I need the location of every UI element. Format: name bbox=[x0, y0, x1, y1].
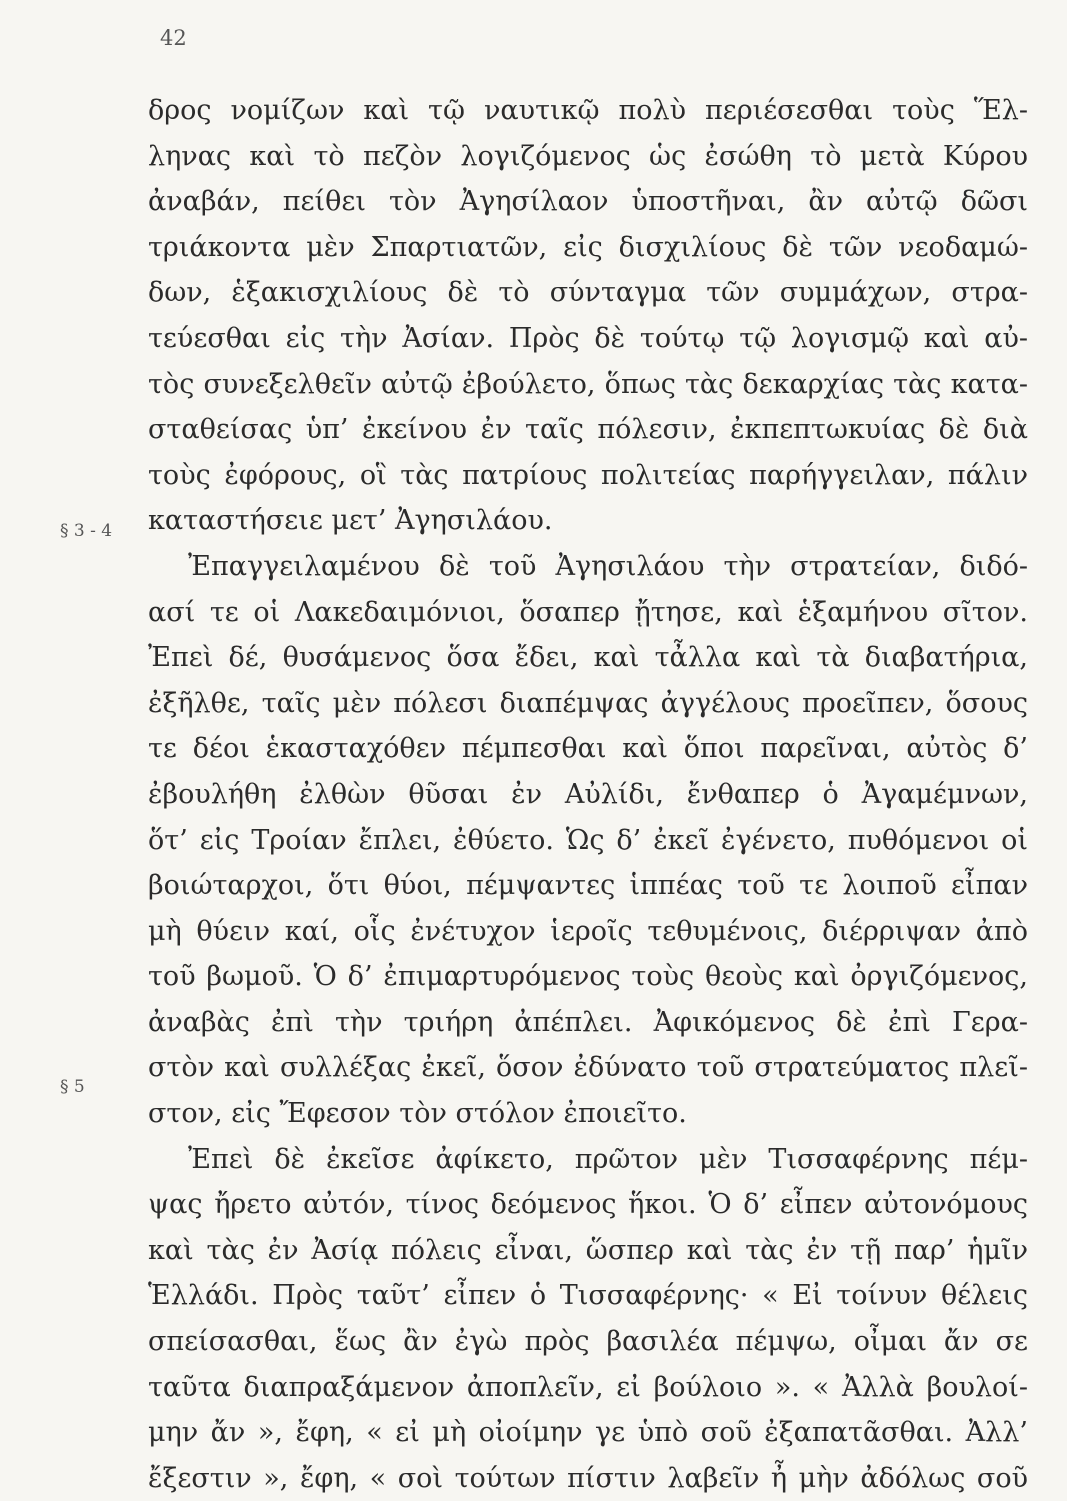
text-line: ληνας καὶ τὸ πεζὸν λογιζόμενος ὡς ἐσώθη τὸ μετὰ Κύρου bbox=[148, 140, 1028, 172]
text-line: τεύεσθαι εἰς τὴν Ἀσίαν. Πρὸς δὲ τούτῳ τῷ λογισμῷ καὶ αὐ- bbox=[148, 322, 1028, 354]
text-line: τὸς συνεξελθεῖν αὐτῷ ἐβούλετο, ὅπως τὰς δεκαρχίας τὰς κατα- bbox=[148, 368, 1028, 400]
text-line: ταῦτα διαπραξάμενον ἀποπλεῖν, εἰ βούλοιο ». « Ἀλλὰ βουλοί- bbox=[148, 1371, 1028, 1403]
text-line: βοιώταρχοι, ὅτι θύοι, πέμψαντες ἱππέας τοῦ τε λοιποῦ εἶπαν bbox=[148, 870, 1028, 902]
margin-note-section-5: § 5 bbox=[60, 1077, 85, 1097]
text-line: τοὺς ἐφόρους, οἳ τὰς πατρίους πολιτείας παρήγγειλαν, πάλιν bbox=[148, 459, 1028, 491]
text-line: Ἐπαγγειλαμένου δὲ τοῦ Ἀγησιλάου τὴν στρατείαν, διδό- bbox=[188, 550, 1028, 582]
body-text bbox=[148, 88, 1028, 1501]
text-line: ἀναβὰς ἐπὶ τὴν τριήρη ἀπέπλει. Ἀφικόμενος δὲ ἐπὶ Γερα- bbox=[148, 1006, 1028, 1038]
text-line: ἔξεστιν », ἔφη, « σοὶ τούτων πίστιν λαβεῖν ἦ μὴν ἀδόλως σοῦ bbox=[148, 1462, 1028, 1494]
text-line: τε δέοι ἑκασταχόθεν πέμπεσθαι καὶ ὅποι παρεῖναι, αὐτὸς δ’ bbox=[148, 733, 1028, 765]
text-line: σταθείσας ὑπ’ ἐκείνου ἐν ταῖς πόλεσιν, ἐκπεπτωκυίας δὲ διὰ bbox=[148, 414, 1028, 446]
text-line: καὶ τὰς ἐν Ἀσίᾳ πόλεις εἶναι, ὥσπερ καὶ τὰς ἐν τῇ παρ’ ἡμῖν bbox=[148, 1234, 1028, 1266]
page-number: 42 bbox=[160, 26, 187, 50]
text-line: ἐξῆλθε, ταῖς μὲν πόλεσι διαπέμψας ἀγγέλους προεῖπεν, ὅσους bbox=[148, 687, 1028, 719]
text-line: ψας ἤρετο αὐτόν, τίνος δεόμενος ἥκοι. Ὁ δ’ εἶπεν αὐτονόμους bbox=[148, 1189, 1028, 1221]
text-line: καταστήσειε μετ’ Ἀγησιλάου. bbox=[148, 505, 553, 537]
text-line: ασί τε οἱ Λακεδαιμόνιοι, ὅσαπερ ᾔτησε, καὶ ἑξαμήνου σῖτον. bbox=[148, 596, 1028, 628]
margin-note-section-3-4: § 3 - 4 bbox=[60, 521, 113, 541]
text-line: δρος νομίζων καὶ τῷ ναυτικῷ πολὺ περιέσεσθαι τοὺς Ἕλ- bbox=[148, 95, 1028, 126]
text-line: Ἐπεὶ δέ, θυσάμενος ὅσα ἔδει, καὶ τἆλλα καὶ τὰ διαβατήρια, bbox=[148, 642, 1028, 674]
text-line: τοῦ βωμοῦ. Ὁ δ’ ἐπιμαρτυρόμενος τοὺς θεοὺς καὶ ὀργιζόμενος, bbox=[148, 961, 1028, 993]
text-line: μὴ θύειν καί, οἷς ἐνέτυχον ἱεροῖς τεθυμένοις, διέρριψαν ἀπὸ bbox=[148, 915, 1028, 947]
text-line: σπείσασθαι, ἕως ἂν ἐγὼ πρὸς βασιλέα πέμψω, οἶμαι ἄν σε bbox=[148, 1326, 1028, 1358]
text-line: μην ἄν », ἔφη, « εἰ μὴ οἰοίμην γε ὑπὸ σοῦ ἐξαπατᾶσθαι. Ἀλλ’ bbox=[148, 1417, 1028, 1449]
text-line: ἐβουλήθη ἐλθὼν θῦσαι ἐν Αὐλίδι, ἔνθαπερ ὁ Ἀγαμέμνων, bbox=[148, 778, 1028, 810]
text-line: στὸν καὶ συλλέξας ἐκεῖ, ὅσον ἐδύνατο τοῦ στρατεύματος πλεῖ- bbox=[148, 1052, 1028, 1084]
text-line: ἀναβάν, πείθει τὸν Ἀγησίλαον ὑποστῆναι, ἂν αὐτῷ δῶσι bbox=[148, 186, 1028, 218]
text-line: τριάκοντα μὲν Σπαρτιατῶν, εἰς δισχιλίους δὲ τῶν νεοδαμώ- bbox=[148, 231, 1028, 263]
text-line: δων, ἑξακισχιλίους δὲ τὸ σύνταγμα τῶν συμμάχων, στρα- bbox=[148, 277, 1028, 309]
text-line: Ἑλλάδι. Πρὸς ταῦτ’ εἶπεν ὁ Τισσαφέρνης· « Εἰ τοίνυν θέλεις bbox=[148, 1280, 1028, 1312]
text-line: στον, εἰς Ἔφεσον τὸν στόλον ἐποιεῖτο. bbox=[148, 1098, 687, 1130]
text-line: ὅτ’ εἰς Τροίαν ἔπλει, ἐθύετο. Ὡς δ’ ἐκεῖ ἐγένετο, πυθόμενοι οἱ bbox=[148, 824, 1028, 856]
text-line: Ἐπεὶ δὲ ἐκεῖσε ἀφίκετο, πρῶτον μὲν Τισσαφέρνης πέμ- bbox=[188, 1143, 1028, 1175]
